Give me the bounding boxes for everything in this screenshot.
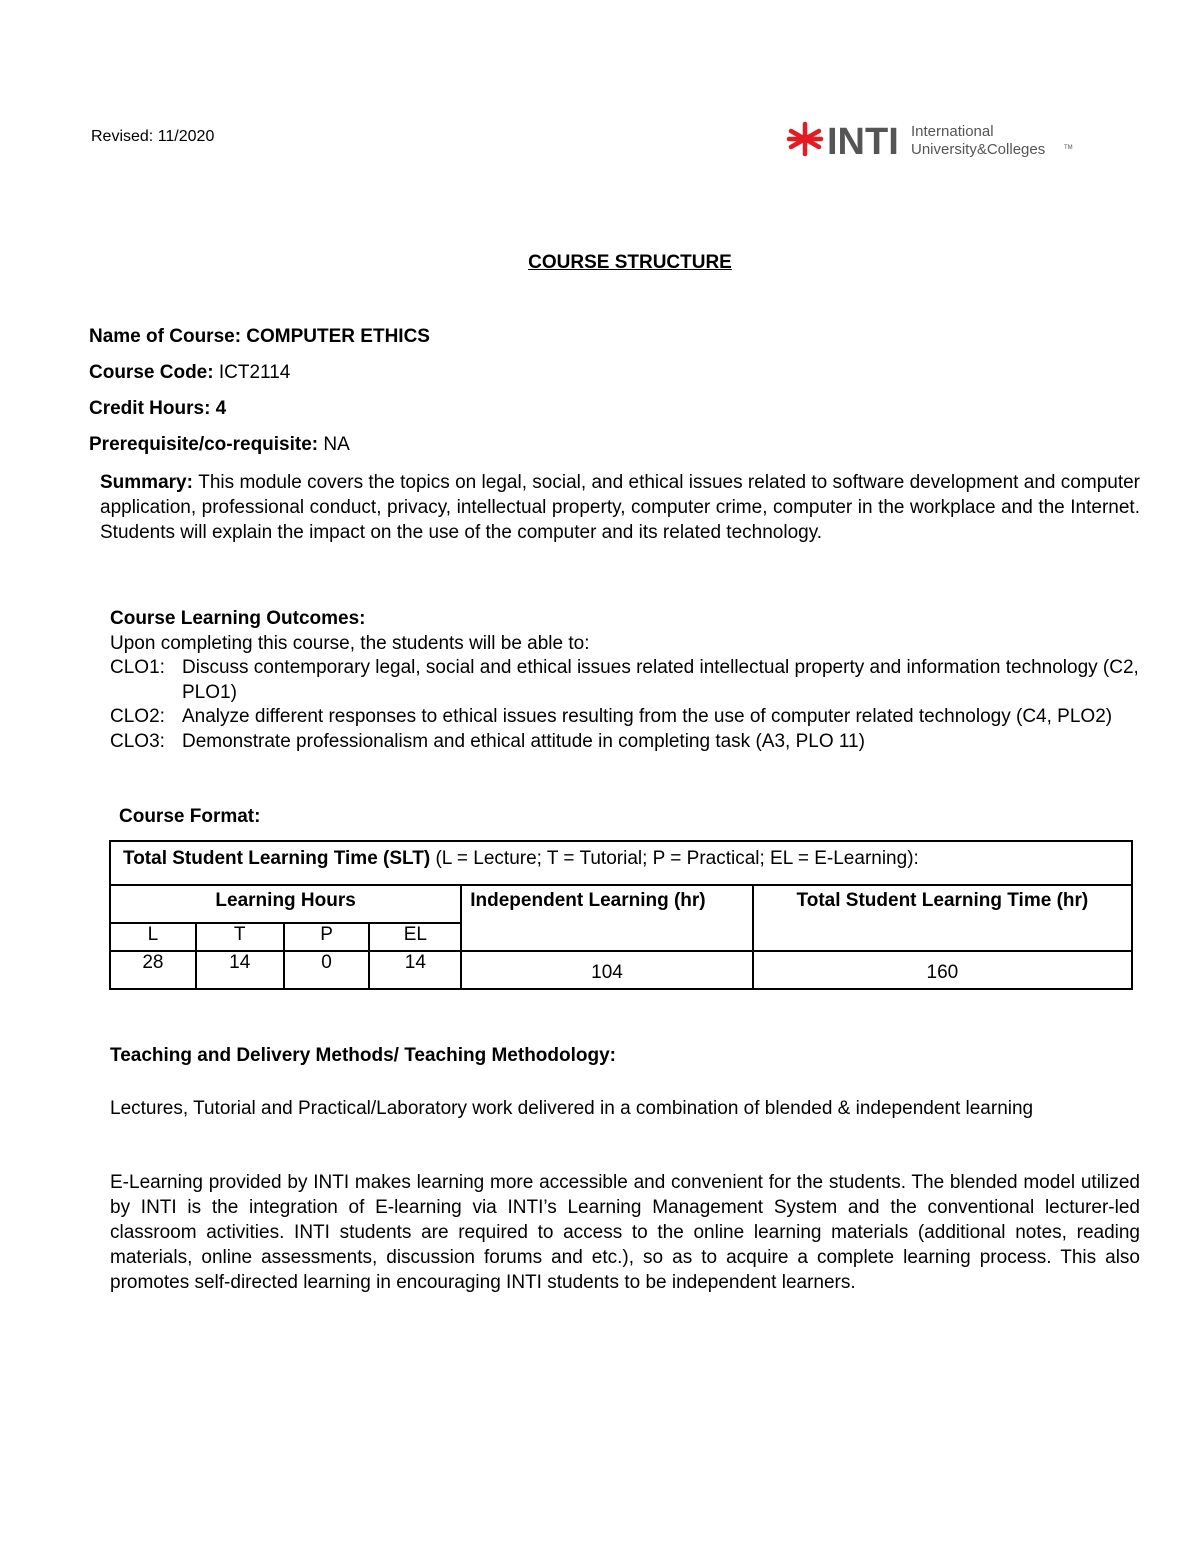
outcomes-heading: Course Learning Outcomes: xyxy=(110,608,366,629)
course-code xyxy=(89,362,290,384)
clo-item xyxy=(110,705,1140,730)
teaching-heading: Teaching and Delivery Methods/ Teaching Methodology: xyxy=(110,1045,617,1066)
sub-header-p: P xyxy=(284,923,370,951)
clo-text: Demonstrate professionalism and ethical attitude in completing task (A3, PLO 11) xyxy=(182,730,865,752)
clo-item xyxy=(110,730,1140,755)
summary xyxy=(100,470,1140,545)
course-code-value: ICT2114 xyxy=(218,362,291,383)
clo-text: Discuss contemporary legal, social and ethical issues related intellectual property and information technology (C2, PLO1) xyxy=(182,657,1139,703)
sub-header-el: EL xyxy=(369,923,461,951)
format-heading: Course Format: xyxy=(119,806,261,827)
value-el: 14 xyxy=(369,951,461,989)
revised-date: Revised: 11/2020 xyxy=(91,128,215,145)
teaching-paragraph-1: Lectures, Tutorial and Practical/Laboratory work delivered in a combination of blended & independent learning xyxy=(110,1098,1034,1119)
slt-title-bold: Total Student Learning Time (SLT) xyxy=(123,848,431,869)
learning-hours-header: Learning Hours xyxy=(110,885,461,923)
inti-logo xyxy=(783,120,1083,162)
total-slt-value: 160 xyxy=(753,951,1132,989)
outcomes-intro: Upon completing this course, the students will be able to: xyxy=(110,632,590,654)
prerequisite-value: NA xyxy=(323,434,350,455)
slt-table-title xyxy=(110,841,1132,885)
prerequisite xyxy=(89,434,350,456)
independent-value: 104 xyxy=(461,951,753,989)
clo-code: CLO2: xyxy=(110,706,165,727)
clo-text: Analyze different responses to ethical issues resulting from the use of computer related technology (C4, PLO2) xyxy=(182,706,1113,727)
clo-code: CLO3: xyxy=(110,730,165,752)
value-p: 0 xyxy=(284,951,370,989)
credit-hours: Credit Hours: 4 xyxy=(89,398,227,419)
page-title: COURSE STRUCTURE xyxy=(528,252,732,273)
clo-item xyxy=(110,656,1140,705)
logo-line2: University&Colleges xyxy=(911,141,1046,158)
teaching-paragraph-2: E-Learning provided by INTI makes learning more accessible and convenient for the students. The blended model utilized by INTI is the integration of E-learning via INTI’s Learning Management System and the conventional lecturer-led classroom activities. INTI students are required to access to the online learning materials (additional notes, reading materials, online assessments, discussion forums and etc.), so as to acquire a complete learning process. This also promotes self-directed learning in encouraging INTI students to be independent learners. xyxy=(110,1172,1140,1293)
value-l: 28 xyxy=(110,951,196,989)
slt-table xyxy=(109,840,1133,990)
clo-code: CLO1: xyxy=(110,657,165,678)
sub-header-t: T xyxy=(196,923,284,951)
course-name: Name of Course: COMPUTER ETHICS xyxy=(89,326,430,347)
slt-title-rest: (L = Lecture; T = Tutorial; P = Practical; EL = E-Learning): xyxy=(430,848,919,869)
logo-line1: International xyxy=(911,123,994,140)
total-slt-header: Total Student Learning Time (hr) xyxy=(753,885,1132,951)
summary-label: Summary: xyxy=(100,472,199,493)
logo-tm: TM xyxy=(1064,145,1073,151)
value-t: 14 xyxy=(196,951,284,989)
learning-outcomes xyxy=(110,607,1140,754)
sub-header-l: L xyxy=(110,923,196,951)
course-code-label: Course Code: xyxy=(89,362,219,383)
summary-text: This module covers the topics on legal, social, and ethical issues related to software development and computer application, professional conduct, privacy, intellectual property, computer crime, computer in the workplace and the Internet. Students will explain the impact on the use of the computer and its related technology. xyxy=(100,472,1140,543)
independent-header: Independent Learning (hr) xyxy=(461,885,753,951)
logo-brand: INTI xyxy=(827,121,899,162)
asterisk-icon xyxy=(789,124,821,154)
prerequisite-label: Prerequisite/co-requisite: xyxy=(89,434,324,455)
